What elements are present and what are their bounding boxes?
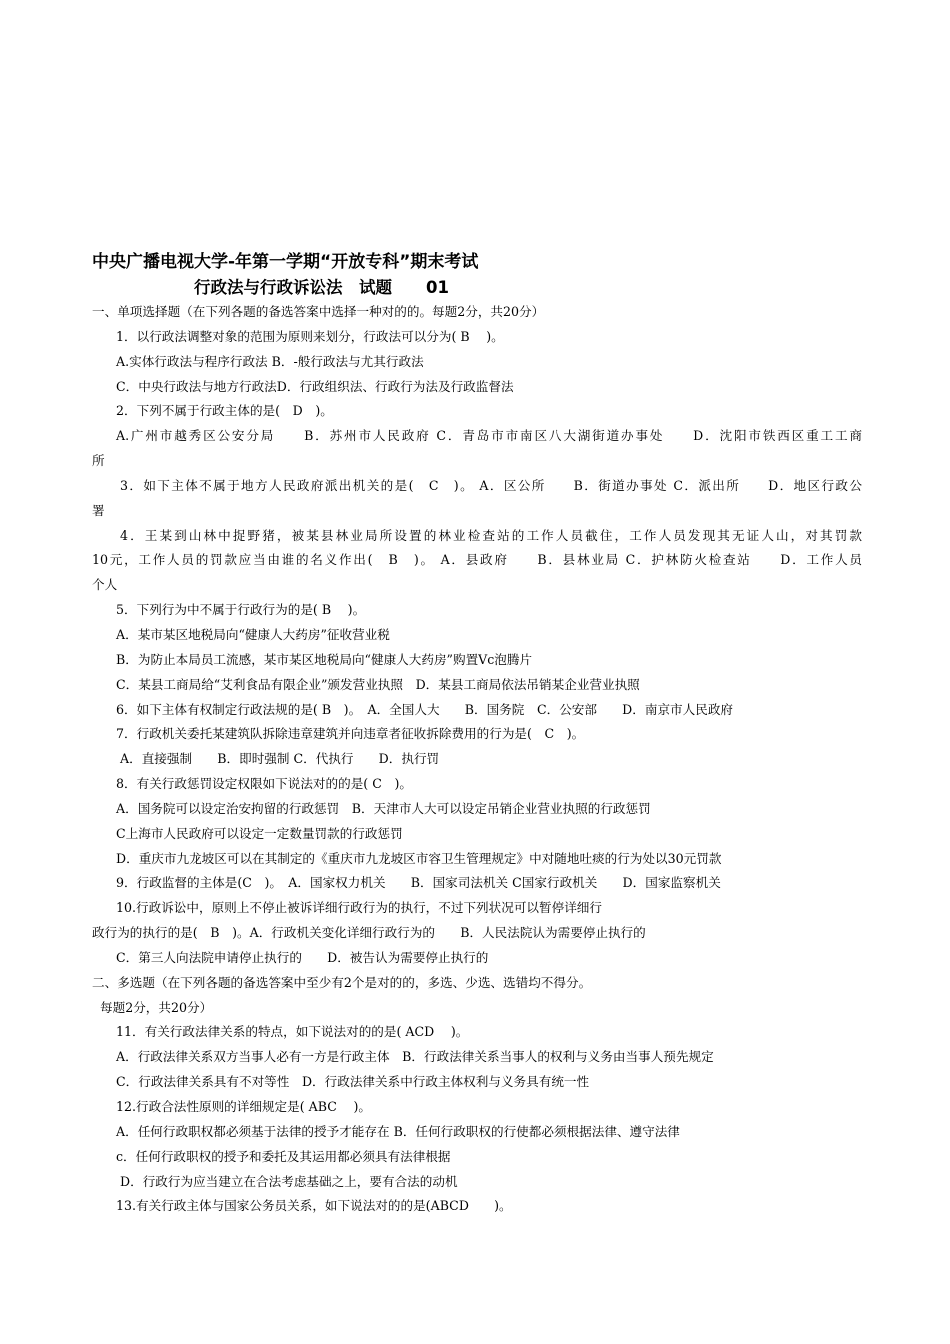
question-5-option-b: B．为防止本局员工流感，某市某区地税局向“健康人大药房”购置Vc泡腾片 (116, 651, 533, 667)
question-8-options-ab: A．国务院可以设定治安拘留的行政惩罚 B．天津市人大可以设定吊销企业营业执照的行政惩罚 (116, 800, 651, 816)
question-4-cont: 10元，工作人员的罚款应当由谁的名义作出( B )。 A．县政府 B．县林业局 C．护林防火检查站 D．工作人员 (92, 552, 862, 568)
exam-subtitle (194, 277, 449, 299)
question-8-option-d: D．重庆市九龙坡区可以在其制定的《重庆市九龙坡区市容卫生管理规定》中对随地吐痰的行为处以30元罚款 (116, 850, 722, 866)
section-heading-single-choice: 一、单项选择题（在下列各题的备选答案中选择一种对的的。每题2分，共20分） (92, 304, 545, 319)
question-10: 10.行政诉讼中，原则上不停止被诉详细行政行为的执行，不过下列状况可以暂停详细行 (116, 900, 602, 916)
exam-title: 中央广播电视大学-年第一学期“开放专科”期末考试 (92, 252, 479, 272)
question-7-options: A．直接强制 B．即时强制 C．代执行 D．执行罚 (120, 751, 440, 767)
question-11-options-cd: C．行政法律关系具有不对等性 D．行政法律关系中行政主体权利与义务具有统一性 (116, 1074, 590, 1090)
question-5-options-cd: C．某县工商局给“艾利食品有限企业”颁发营业执照 D．某县工商局依法吊销某企业营业执照 (116, 676, 640, 692)
question-2-options-cont: 所 (92, 453, 105, 469)
question-4-cont-2: 个人 (92, 577, 118, 593)
course-name: 行政法与行政诉讼法 试题 (194, 278, 392, 297)
question-11-options-ab: A．行政法律关系双方当事人必有一方是行政主体 B．行政法律关系当事人的权利与义务由当事人预先规定 (116, 1049, 714, 1065)
question-7: 7．行政机关委托某建筑队拆除违章建筑并向违章者征收拆除费用的行为是( C )。 (116, 726, 585, 742)
question-12-option-d: D．行政行为应当建立在合法考虑基础之上，要有合法的动机 (120, 1173, 458, 1189)
question-8-option-c: C上海市人民政府可以设定一定数量罚款的行政惩罚 (116, 825, 403, 841)
exam-body (92, 300, 862, 1219)
question-5-option-a: A．某市某区地税局向“健康人大药房”征收营业税 (116, 626, 390, 642)
question-2: 2．下列不属于行政主体的是( D )。 (116, 403, 333, 419)
question-1-options-cd: C．中央行政法与地方行政法D．行政组织法、行政行为法及行政监督法 (116, 378, 514, 394)
question-2-options: A.广州市越秀区公安分局 B．苏州市人民政府 C．青岛市市南区八大湖街道办事处 D．沈阳市铁西区重工工商 (116, 428, 862, 444)
question-3-cont: 署 (92, 502, 105, 518)
question-1: 1．以行政法调整对象的范围为原则来划分，行政法可以分为( B )。 (116, 328, 504, 344)
question-12-options-ab: A．任何行政职权都必须基于法律的授予才能存在 B．任何行政职权的行使都必须根据法律、遵守法律 (116, 1123, 680, 1139)
question-9: 9．行政监督的主体是(C )。 A．国家权力机关 B．国家司法机关 C国家行政机关 D．国家监察机关 (116, 875, 721, 891)
question-13: 13.有关行政主体与国家公务员关系，如下说法对的的是(ABCD )。 (116, 1198, 512, 1214)
question-12: 12.行政合法性原则的详细规定是( ABC )。 (116, 1099, 371, 1114)
question-3: 3．如下主体不属于地方人民政府派出机关的是( C )。 A．区公所 B．街道办事处 C．派出所 D．地区行政公 (120, 477, 862, 493)
question-10-options-cd: C．第三人向法院申请停止执行的 D．被告认为需要停止执行的 (116, 949, 489, 965)
question-6: 6．如下主体有权制定行政法规的是( B )。 A．全国人大 B．国务院 C．公安部 D．南京市人民政府 (116, 701, 734, 717)
question-12-option-c: c．任何行政职权的授予和委托及其运用都必须具有法律根据 (116, 1148, 451, 1164)
question-1-options-ab: A.实体行政法与程序行政法 B．-般行政法与尤其行政法 (116, 353, 424, 369)
section-heading-multi-choice: 二、多选题（在下列各题的备选答案中至少有2个是对的的，多选、少选、选错均不得分。 (92, 974, 592, 990)
exam-code: 01 (426, 278, 449, 297)
question-4: 4．王某到山林中捉野猪，被某县林业局所设置的林业检查站的工作人员截住，工作人员发现其无证人山，对其罚款 (120, 527, 862, 543)
question-8: 8．有关行政惩罚设定权限如下说法对的的是( C )。 (116, 776, 412, 792)
section-heading-multi-choice-cont: 每题2分，共20分） (100, 999, 213, 1015)
question-10-cont: 政行为的执行的是( B )。A．行政机关变化详细行政行为的 B．人民法院认为需要停止执行的 (92, 925, 646, 941)
question-5: 5．下列行为中不属于行政行为的是( B )。 (116, 602, 366, 618)
question-11: 11．有关行政法律关系的特点，如下说法对的的是( ACD )。 (116, 1024, 469, 1040)
